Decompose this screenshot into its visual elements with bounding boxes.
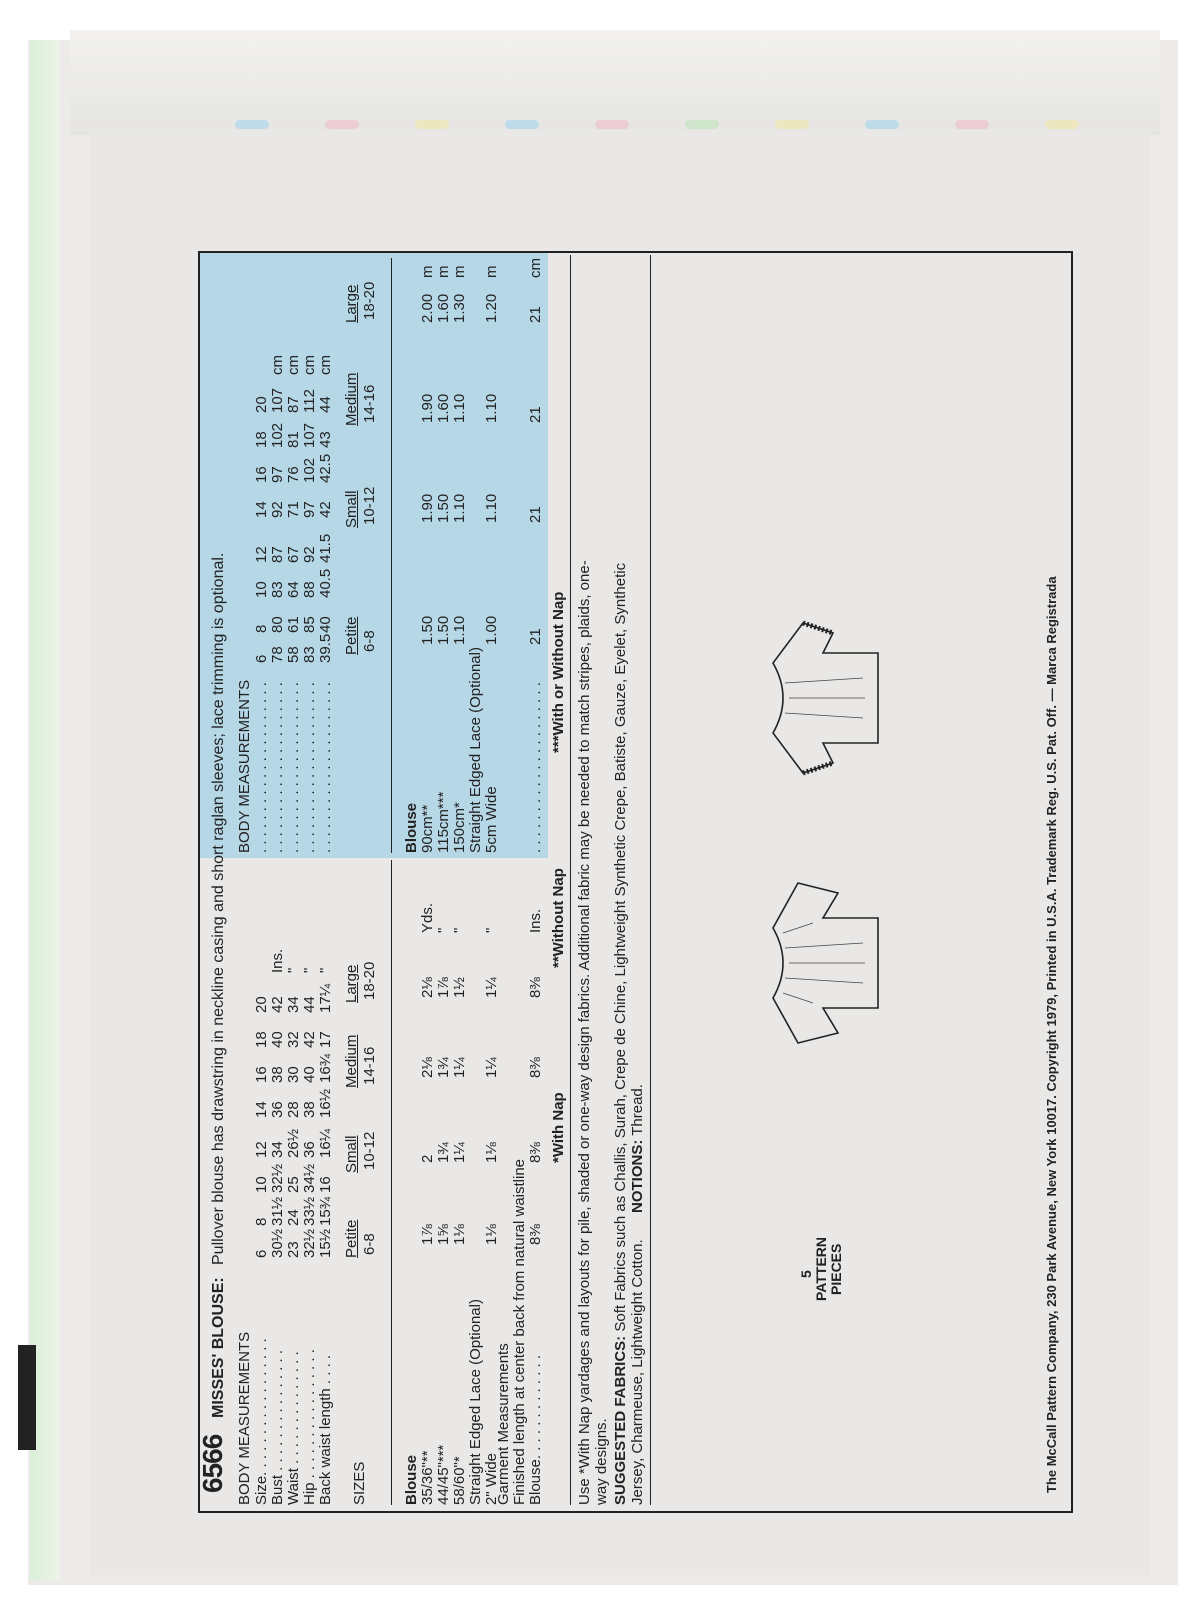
finished-metric-value: cm xyxy=(527,258,544,278)
measure-unit: Ins. xyxy=(269,948,286,973)
yardage-label: 58/60"* xyxy=(451,1456,468,1505)
measure-value: 15½ xyxy=(317,1228,334,1258)
metric-yardage-value: m xyxy=(451,265,468,278)
metric-yardage-label: Blouse xyxy=(403,802,420,853)
pattern-pieces-line1: PATTERN xyxy=(813,1236,829,1301)
metric-value: 97 xyxy=(269,466,286,483)
metric-value: 42.5 xyxy=(317,453,334,483)
divider xyxy=(391,860,392,1505)
measure-value: 40 xyxy=(301,1066,318,1083)
yardage-value: 1⅛ xyxy=(451,1224,468,1245)
metric-value: 102 xyxy=(301,457,318,483)
divider xyxy=(650,255,651,1505)
metric-yardage-label: 90cm** xyxy=(419,804,436,853)
pattern-pieces-line2: PIECES xyxy=(828,1243,844,1295)
metric-value: 107 xyxy=(301,422,318,448)
metric-body-heading: BODY MEASUREMENTS xyxy=(236,679,253,853)
metric-unit: cm xyxy=(317,355,334,375)
metric-yardage-value: m xyxy=(483,265,500,278)
measure-value: 8 xyxy=(253,1217,270,1226)
metric-yardage-value: 1.10 xyxy=(451,615,468,645)
metric-value: 87 xyxy=(269,546,286,563)
yardage-value: 1⅛ xyxy=(483,1224,500,1245)
metric-value: 58 xyxy=(285,646,302,663)
metric-yardage-value: 1.10 xyxy=(483,493,500,523)
yardage-value: 1¼ xyxy=(451,1142,468,1163)
finished-value: 8⅜ xyxy=(527,1142,544,1163)
metric-value: 8 xyxy=(253,624,270,633)
size-group-range: 18-20 xyxy=(361,961,378,1000)
measure-value: 38 xyxy=(301,1101,318,1118)
size-group-name: Large xyxy=(343,964,360,1003)
metric-value: 64 xyxy=(285,581,302,598)
measure-unit: " xyxy=(285,967,302,973)
yardage-value: 1⅞ xyxy=(419,1224,436,1245)
measure-value: 24 xyxy=(285,1209,302,1226)
measure-value: 20 xyxy=(253,996,270,1013)
metric-yardage-label: Straight Edged Lace (Optional) xyxy=(467,647,484,853)
metric-value: 76 xyxy=(285,466,302,483)
yardage-value: 2⅛ xyxy=(419,1057,436,1078)
size-group-name: Petite xyxy=(343,616,360,655)
measure-value: 12 xyxy=(253,1141,270,1158)
yardage-label: 44/45"*** xyxy=(435,1444,452,1505)
nap-note-line1: Use *With Nap yardages and layouts for pile, shaded or one-way design fabrics. Additional fabric may be needed to match stripes, plaids, one- xyxy=(576,560,593,1505)
metric-yardage-value: 1.90 xyxy=(419,493,436,523)
yardage-value: Yds. xyxy=(419,902,436,933)
measure-value: 33½ xyxy=(301,1196,318,1226)
finished-value: Ins. xyxy=(527,908,544,933)
measure-unit: " xyxy=(317,967,334,973)
metric-value: 83 xyxy=(301,646,318,663)
measure-value: 16 xyxy=(253,1066,270,1083)
measure-value: 28 xyxy=(285,1101,302,1118)
metric-yardage-value: 2.00 xyxy=(419,293,436,323)
yardage-label: 2" Wide xyxy=(483,1452,500,1505)
metric-value: 41.5 xyxy=(317,533,334,563)
metric-value: 97 xyxy=(301,501,318,518)
metric-value: 83 xyxy=(269,581,286,598)
yardage-label: 35/36"** xyxy=(419,1450,436,1505)
measure-value: 36 xyxy=(269,1101,286,1118)
metric-yardage-value: 1.20 xyxy=(483,293,500,323)
finished-metric-value: 21 xyxy=(527,628,544,645)
size-group-range: 6-8 xyxy=(361,630,378,652)
finished-value: 8⅜ xyxy=(527,1057,544,1078)
blouse-sketch-lace-icon xyxy=(753,603,893,793)
yardage-value: 1¼ xyxy=(451,1057,468,1078)
metric-dots: . . . . . . . . . . . . . . . . . . . . . xyxy=(301,682,318,853)
size-group-name: Petite xyxy=(343,1219,360,1258)
metric-unit: cm xyxy=(269,355,286,375)
metric-yardage-value: 1.10 xyxy=(451,393,468,423)
metric-value: 6 xyxy=(253,654,270,663)
without-nap-caption: **Without Nap xyxy=(550,868,567,968)
metric-value: 112 xyxy=(301,389,318,413)
measure-value: 15¾ xyxy=(317,1196,334,1226)
notions-text: Thread. xyxy=(629,1084,646,1140)
metric-yardage-value: 1.50 xyxy=(435,493,452,523)
size-group-range: 18-20 xyxy=(361,281,378,320)
metric-dots: . . . . . . . . . . . . . . . . . . . . . xyxy=(527,682,544,853)
metric-yardage-value: 1.50 xyxy=(435,615,452,645)
measure-value: 34½ xyxy=(301,1163,318,1193)
metric-value: 92 xyxy=(269,501,286,518)
metric-dots: . . . . . . . . . . . . . . . . . . . . . xyxy=(317,682,334,853)
measure-label: Hip . . . . . . . . . . . . . . . . xyxy=(301,1349,318,1505)
yardage-value: " xyxy=(451,927,468,933)
measure-value: 34 xyxy=(269,1141,286,1158)
pattern-info-panel xyxy=(198,251,1073,1513)
metric-value: 10 xyxy=(253,581,270,598)
finished-value: 8⅜ xyxy=(527,1224,544,1245)
metric-value: 43 xyxy=(317,431,334,448)
measure-value: 30 xyxy=(285,1066,302,1083)
measure-value: 16¾ xyxy=(317,1053,334,1083)
measure-value: 23 xyxy=(285,1241,302,1258)
measure-value: 18 xyxy=(253,1031,270,1048)
metric-unit: cm xyxy=(285,355,302,375)
finished-blouse-label: Blouse. . . . . . . . . . . . . xyxy=(527,1354,544,1505)
metric-value: 40 xyxy=(317,616,334,633)
metric-value: 88 xyxy=(301,581,318,598)
finished-value: 8⅜ xyxy=(527,977,544,998)
metric-yardage-value: 1.60 xyxy=(435,393,452,423)
size-group-name: Medium xyxy=(343,1034,360,1088)
size-group-name: Medium xyxy=(343,372,360,426)
metric-value: 92 xyxy=(301,546,318,563)
color-registration-dots xyxy=(95,120,1135,130)
metric-value: 102 xyxy=(269,422,286,448)
measure-value: 42 xyxy=(301,1031,318,1048)
measure-value: 6 xyxy=(253,1249,270,1258)
blouse-sketch-plain-icon xyxy=(753,868,893,1058)
measure-unit: " xyxy=(301,967,318,973)
measure-value: 16¼ xyxy=(317,1128,334,1158)
metric-value: 42 xyxy=(317,501,334,518)
metric-value: 107 xyxy=(269,387,286,413)
metric-value: 44 xyxy=(317,396,334,413)
measure-value: 32 xyxy=(285,1031,302,1048)
metric-value: 80 xyxy=(269,616,286,633)
pattern-description: Pullover blouse has drawstring in neckline casing and short raglan sleeves; lace trimming is optional. xyxy=(210,552,227,1265)
metric-value: 18 xyxy=(253,431,270,448)
measure-value: 14 xyxy=(253,1101,270,1118)
size-group-range: 14-16 xyxy=(361,384,378,423)
metric-dots: . . . . . . . . . . . . . . . . . . . . . xyxy=(253,682,270,853)
metric-value: 12 xyxy=(253,546,270,563)
finished-metric-value: 21 xyxy=(527,406,544,423)
measure-value: 34 xyxy=(285,996,302,1013)
metric-yardage-value: m xyxy=(419,265,436,278)
pattern-number: 6566 xyxy=(197,1434,228,1493)
metric-value: 87 xyxy=(285,396,302,413)
fabrics-text: Soft Fabrics such as Challis, Surah, Crepe de Chine, Lightweight Synthetic Crepe, Batiste, Gauze, Eyelet, Synthetic xyxy=(612,562,629,1336)
measure-value: 36 xyxy=(301,1141,318,1158)
metric-yardage-label: 115cm*** xyxy=(435,791,452,853)
measure-value: 31½ xyxy=(269,1196,286,1226)
size-group-name: Small xyxy=(343,1135,360,1173)
finished-metric-value: 21 xyxy=(527,306,544,323)
metric-yardage-value: 1.60 xyxy=(435,293,452,323)
metric-value: 16 xyxy=(253,466,270,483)
metric-value: 78 xyxy=(269,646,286,663)
measure-value: 32½ xyxy=(301,1228,318,1258)
metric-value: 61 xyxy=(285,616,302,633)
measure-value: 25 xyxy=(285,1176,302,1193)
metric-value: 85 xyxy=(301,616,318,633)
metric-value: 20 xyxy=(253,396,270,413)
metric-yardage-value: 1.30 xyxy=(451,293,468,323)
notions-label: NOTIONS: xyxy=(629,1139,646,1213)
suggested-fabrics xyxy=(612,563,629,1505)
envelope-edge-tab xyxy=(18,1345,36,1450)
metric-yardage-value: 1.10 xyxy=(483,393,500,423)
with-nap-caption: *With Nap xyxy=(550,1092,567,1163)
sizes-label: SIZES xyxy=(351,1461,368,1505)
metric-value: 40.5 xyxy=(317,568,334,598)
yardage-value: " xyxy=(483,927,500,933)
measure-value: 17 xyxy=(317,1031,334,1048)
yardage-value: 1¾ xyxy=(435,1142,452,1163)
yardage-label: Blouse xyxy=(403,1454,420,1505)
metric-unit: cm xyxy=(301,355,318,375)
copyright-footer: The McCall Pattern Company, 230 Park Avenue, New York 10017. Copyright 1979, Printed in U.S.A. Trademark Reg. U.S. Pat. Off. — Marca Registrada xyxy=(1044,576,1059,1493)
yardage-value: 1⅞ xyxy=(435,977,452,998)
metric-value: 71 xyxy=(285,501,302,518)
yardage-value: 1⅝ xyxy=(435,1224,452,1245)
measure-value: 32½ xyxy=(269,1163,286,1193)
measure-label: Size. . . . . . . . . . . . . . . . . xyxy=(253,1338,270,1505)
size-group-range: 14-16 xyxy=(361,1046,378,1085)
metric-dots: . . . . . . . . . . . . . . . . . . . . . xyxy=(285,682,302,853)
yardage-value: 1½ xyxy=(451,977,468,998)
measure-value: 26½ xyxy=(285,1128,302,1158)
yardage-value: " xyxy=(435,927,452,933)
yardage-value: 1⅛ xyxy=(483,1142,500,1163)
finished-length-label: Finished length at center back from natural waistline xyxy=(511,1158,528,1505)
measure-value: 42 xyxy=(269,996,286,1013)
metric-yardage-label: 5cm Wide xyxy=(483,786,500,853)
size-group-range: 10-12 xyxy=(361,486,378,525)
yardage-value: 2⅛ xyxy=(419,977,436,998)
measure-label: Waist . . . . . . . . . . . . . . xyxy=(285,1351,302,1505)
measure-value: 17¼ xyxy=(317,983,334,1013)
measure-value: 30½ xyxy=(269,1228,286,1258)
measure-value: 10 xyxy=(253,1176,270,1193)
metric-value: 81 xyxy=(285,431,302,448)
yardage-value: 1¾ xyxy=(435,1057,452,1078)
fabrics-text-line2: Jersey, Charmeuse, Lightweight Cotton. xyxy=(629,1239,646,1505)
size-group-range: 10-12 xyxy=(361,1131,378,1170)
fabrics-label: SUGGESTED FABRICS: xyxy=(612,1335,629,1505)
yardage-value: 1¼ xyxy=(483,1057,500,1078)
yardage-label: Straight Edged Lace (Optional) xyxy=(467,1299,484,1505)
measure-value: 16 xyxy=(317,1176,334,1193)
measure-value: 40 xyxy=(269,1031,286,1048)
measure-label: Back waist length . . . . xyxy=(317,1354,334,1505)
metric-yardage-value: 1.10 xyxy=(451,493,468,523)
divider xyxy=(570,255,571,1505)
metric-value: 67 xyxy=(285,546,302,563)
measure-value: 16½ xyxy=(317,1088,334,1118)
measure-label: Bust . . . . . . . . . . . . . . . xyxy=(269,1349,286,1505)
yardage-value: 2 xyxy=(419,1154,436,1163)
finished-metric-value: 21 xyxy=(527,506,544,523)
metric-value: 39.5 xyxy=(317,633,334,663)
measure-value: 38 xyxy=(269,1066,286,1083)
metric-yardage-value: m xyxy=(435,265,452,278)
metric-value: 14 xyxy=(253,501,270,518)
size-group-name: Large xyxy=(343,284,360,323)
pattern-title: MISSES' BLOUSE: xyxy=(210,1277,227,1418)
notions xyxy=(629,1084,646,1213)
size-group-range: 6-8 xyxy=(361,1233,378,1255)
metric-yardage-label: 150cm* xyxy=(451,802,468,853)
yardage-value: 1¼ xyxy=(483,977,500,998)
size-group-name: Small xyxy=(343,490,360,528)
imperial-body-heading: BODY MEASUREMENTS xyxy=(236,1331,253,1505)
with-or-without-nap-caption: ***With or Without Nap xyxy=(550,591,567,753)
pattern-pieces-count: 5 xyxy=(798,1270,814,1278)
metric-yardage-value: 1.90 xyxy=(419,393,436,423)
metric-yardage-value: 1.50 xyxy=(419,615,436,645)
divider xyxy=(391,258,392,853)
metric-yardage-value: 1.00 xyxy=(483,615,500,645)
nap-note-line2: way designs. xyxy=(593,1418,610,1505)
garment-heading: Garment Measurements xyxy=(495,1343,512,1505)
metric-dots: . . . . . . . . . . . . . . . . . . . . . xyxy=(269,682,286,853)
measure-value: 44 xyxy=(301,996,318,1013)
